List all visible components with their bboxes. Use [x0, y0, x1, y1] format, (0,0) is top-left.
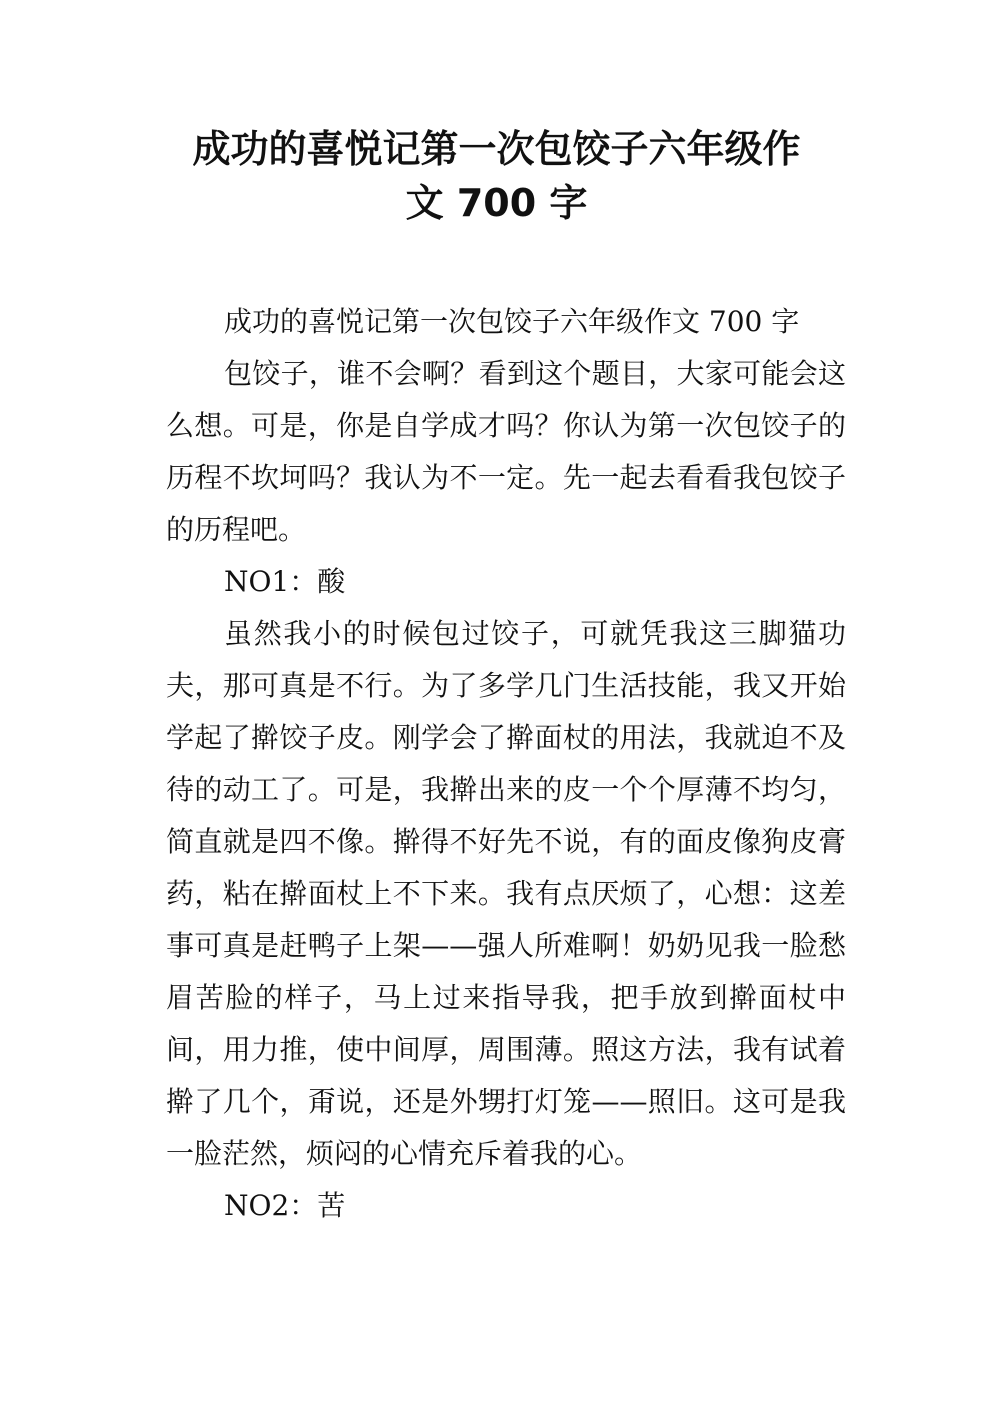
- section-heading-no2: NO2：苦: [224, 1189, 346, 1222]
- document-body: [166, 296, 846, 1232]
- body-paragraph-heading: 成功的喜悦记第一次包饺子六年级作文 700 字: [224, 305, 800, 338]
- section-heading-no1: NO1：酸: [224, 565, 346, 598]
- document-title-line-2: 文 700 字: [405, 181, 588, 225]
- document-title-line-1: 成功的喜悦记第一次包饺子六年级作: [192, 127, 801, 171]
- body-paragraph-intro: 包饺子，谁不会啊？看到这个题目，大家可能会这么想。可是，你是自学成才吗？你认为第一次包饺子的历程不坎坷吗？我认为不一定。先一起去看看我包饺子的历程吧。: [166, 357, 846, 546]
- body-paragraph-no1: 虽然我小的时候包过饺子，可就凭我这三脚猫功夫，那可真是不行。为了多学几门生活技能，我又开始学起了擀饺子皮。刚学会了擀面杖的用法，我就迫不及待的动工了。可是，我擀出来的皮一个个厚薄不均匀，简直就是四不像。擀得不好先不说，有的面皮像狗皮膏药，粘在擀面杖上不下来。我有点厌烦了，心想：这差事可真是赶鸭子上架——强人所难啊！奶奶见我一脸愁眉苦脸的样子，马上过来指导我，把手放到擀面杖中间，用力推，使中间厚，周围薄。照这方法，我有试着擀了几个，甭说，还是外甥打灯笼——照旧。这可是我一脸茫然，烦闷的心情充斥着我的心。: [166, 617, 846, 1170]
